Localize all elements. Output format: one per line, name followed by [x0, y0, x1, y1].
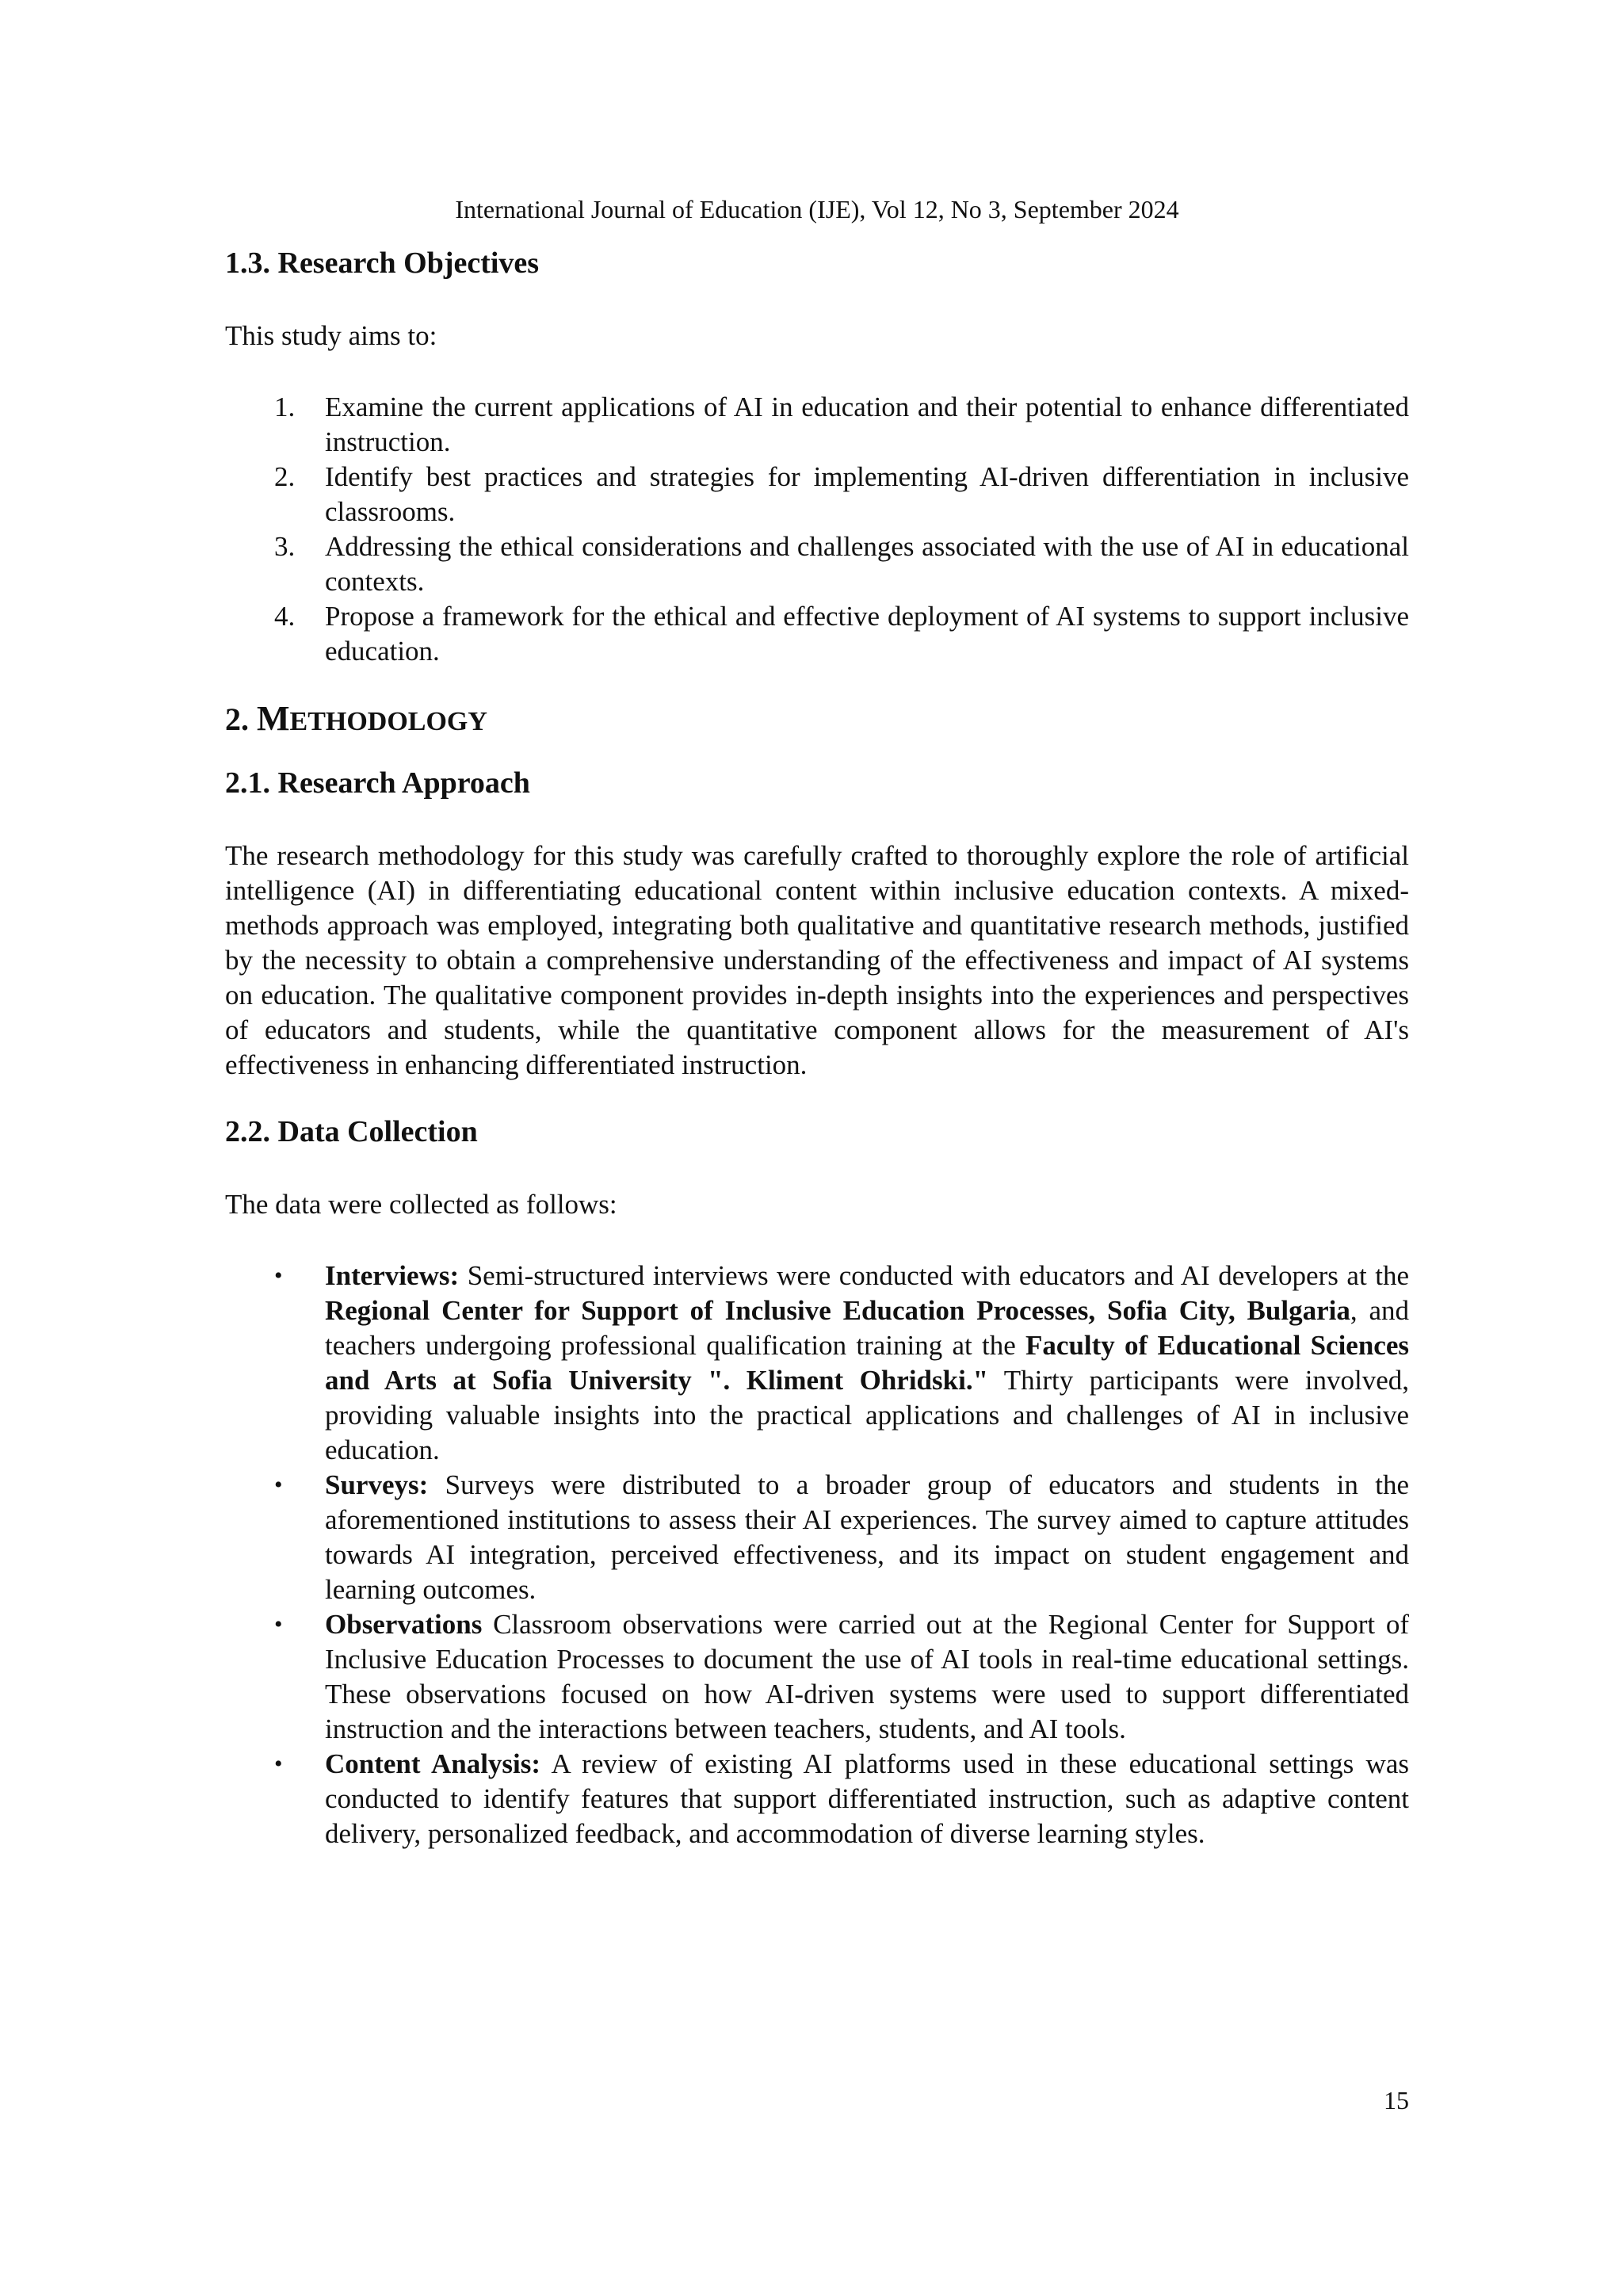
research-approach-paragraph: The research methodology for this study was carefully crafted to thoroughly explore the role of artificial intelligence (AI) in differentiating educational content within inclusive education contexts. A mixed-methods approach was employed, integrating both qualitative and quantitative research methods, justified by the necessity to obtain a comprehensive understanding of the effectiveness and impact of AI systems on education. The qualitative component provides in-depth insights into the experiences and perspectives of educators and students, while the quantitative component allows for the measurement of AI's effectiveness in enhancing differentiated instruction.: [225, 840, 1409, 1080]
list-item-interviews: [225, 1259, 1409, 1468]
objective-number: 4.: [274, 601, 296, 632]
objective-text: Addressing the ethical considerations and challenges associated with the use of AI in educational contexts.: [325, 531, 1409, 597]
methodology-number: 2.: [225, 701, 249, 737]
surveys-label: Surveys:: [325, 1469, 429, 1500]
content-analysis-text: A review of existing AI platforms used in these educational settings was conducted to identify features that support differentiated instruction, such as adaptive content delivery, personalized feedback, and accommodation of diverse learning styles.: [325, 1748, 1409, 1849]
interviews-institution-1: Regional Center for Support of Inclusive Education Processes, Sofia City, Bulgaria: [325, 1295, 1350, 1326]
data-collection-list: [225, 1259, 1409, 1851]
objective-item: [225, 599, 1409, 669]
objective-text: Examine the current applications of AI in education and their potential to enhance differentiated instruction.: [325, 392, 1409, 457]
objective-number: 3.: [274, 531, 296, 562]
interviews-text-3: Thirty participants were involved, providing valuable insights into the practical applications and challenges of AI in inclusive education.: [325, 1365, 1409, 1465]
bullet-icon: •: [274, 1611, 283, 1637]
data-collection-intro: The data were collected as follows:: [225, 1189, 617, 1220]
paper-page: [225, 0, 1409, 2296]
interviews-text-2: , and teachers undergoing professional qualification training at the: [325, 1295, 1409, 1361]
bullet-icon: •: [274, 1472, 283, 1498]
heading-research-objectives: 1.3. Research Objectives: [225, 246, 540, 280]
heading-data-collection: 2.2. Data Collection: [225, 1115, 478, 1148]
list-item-observations: [225, 1607, 1409, 1747]
methodology-title-initial: M: [257, 699, 290, 738]
objectives-intro: This study aims to:: [225, 320, 437, 351]
list-item-surveys: [225, 1468, 1409, 1607]
bullet-icon: •: [274, 1751, 283, 1777]
interviews-label: Interviews:: [325, 1260, 460, 1291]
interviews-institution-2: Faculty of Educational Sciences and Arts at Sofia University ". Kliment Ohridski.": [325, 1330, 1409, 1396]
list-item-content-analysis: [225, 1747, 1409, 1851]
objective-number: 1.: [274, 392, 296, 422]
observations-text: Classroom observations were carried out at the Regional Center for Support of Inclusive Education Processes to document the use of AI tools in real-time educational settings. These observations focused on how AI-driven systems were used to support differentiated instruction and the interactions between teachers, students, and AI tools.: [325, 1609, 1409, 1744]
bullet-icon: •: [274, 1263, 283, 1289]
page-number: 15: [1384, 2086, 1409, 2115]
objective-item: [225, 529, 1409, 599]
observations-label: Observations: [325, 1609, 483, 1640]
objective-text: Identify best practices and strategies for implementing AI-driven differentiation in inclusive classrooms.: [325, 461, 1409, 527]
methodology-title-rest: ETHODOLOGY: [289, 707, 487, 736]
interviews-text-1: Semi-structured interviews were conducted with educators and AI developers at the: [459, 1260, 1409, 1291]
objective-number: 2.: [274, 461, 296, 492]
running-header: International Journal of Education (IJE), Vol 12, No 3, September 2024: [455, 195, 1179, 223]
objective-item: [225, 460, 1409, 529]
objectives-list: [225, 390, 1409, 669]
objective-text: Propose a framework for the ethical and effective deployment of AI systems to support inclusive education.: [325, 601, 1409, 667]
heading-methodology: [225, 699, 1409, 742]
page-content: [225, 244, 1409, 1851]
content-analysis-label: Content Analysis:: [325, 1748, 541, 1779]
surveys-text: Surveys were distributed to a broader group of educators and students in the aforementioned institutions to assess their AI experiences. The survey aimed to capture attitudes towards AI integration, perceived effectiveness, and its impact on student engagement and learning outcomes.: [325, 1469, 1409, 1605]
objective-item: [225, 390, 1409, 460]
heading-research-approach: 2.1. Research Approach: [225, 766, 530, 800]
